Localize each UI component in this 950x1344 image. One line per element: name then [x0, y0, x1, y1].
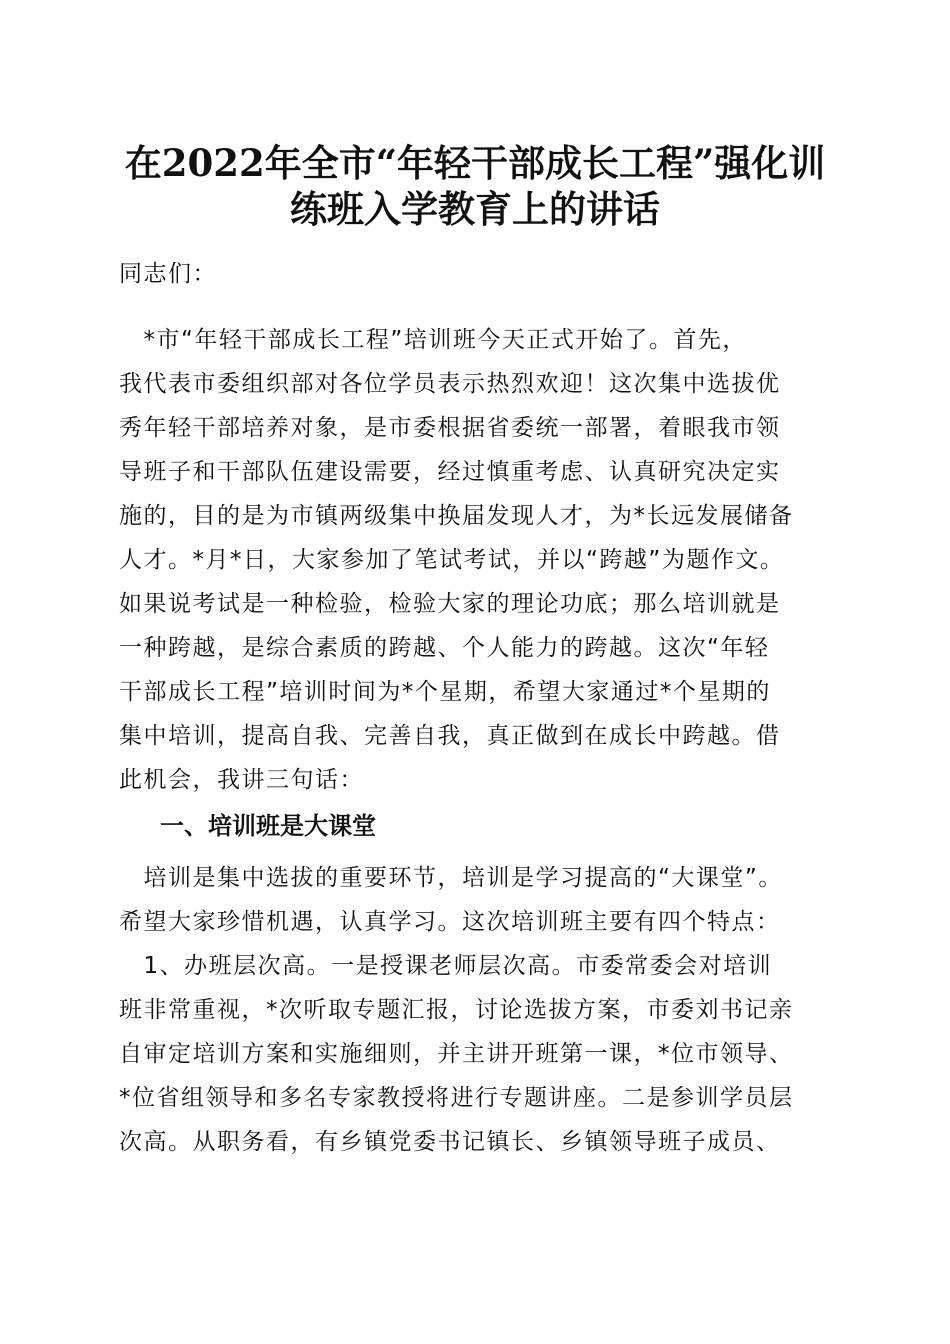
paragraph-1-line: 施的，目的是为市镇两级集中换届发现人才，为*长远发展储备: [119, 503, 794, 529]
paragraph-1-line: *市“年轻干部成长工程”培训班今天正式开始了。首先，: [119, 327, 747, 353]
paragraph-1-line: 如果说考试是一种检验，检验大家的理论功底；那么培训就是: [119, 591, 781, 617]
paragraph-1-line: 我代表市委组织部对各位学员表示热烈欢迎！这次集中选拔优: [119, 371, 781, 397]
paragraph-3-line: 次高。从职务看，有乡镇党委书记镇长、乡镇领导班子成员、: [119, 1129, 781, 1155]
paragraph-3-line: 自审定培训方案和实施细则，并主讲开班第一课，*位市领导、: [119, 1041, 794, 1067]
section-heading-1: 一、培训班是大课堂: [160, 812, 376, 840]
paragraph-3-line: 班非常重视，*次听取专题汇报，讨论选拔方案，市委刘书记亲: [119, 997, 794, 1023]
paragraph-1-line: 秀年轻干部培养对象，是市委根据省委统一部署，着眼我市领: [119, 415, 781, 441]
document-title-line-2: 练班入学教育上的讲话: [290, 187, 660, 231]
paragraph-1-line: 人才。*月*日，大家参加了笔试考试，并以“跨越”为题作文。: [119, 547, 785, 573]
paragraph-3-line: *位省组领导和多名专家教授将进行专题讲座。二是参训学员层: [119, 1085, 794, 1111]
paragraph-1-line: 一种跨越，是综合素质的跨越、个人能力的跨越。这次“年轻: [119, 635, 770, 661]
paragraph-1-line: 集中培训，提高自我、完善自我，真正做到在成长中跨越。借: [119, 723, 781, 749]
paragraph-1-line: 导班子和干部队伍建设需要，经过慎重考虑、认真研究决定实: [119, 459, 781, 485]
paragraph-1-line: 此机会，我讲三句话：: [119, 767, 364, 793]
paragraph-2-line: 培训是集中选拔的重要环节，培训是学习提高的“大课堂”。: [119, 865, 783, 891]
paragraph-1-line: 干部成长工程”培训时间为*个星期，希望大家通过*个星期的: [119, 679, 771, 705]
salutation: 同志们：: [119, 261, 217, 287]
paragraph-3-line: 1、办班层次高。一是授课老师层次高。市委常委会对培训: [119, 953, 773, 979]
document-title-line-1: 在2022年全市“年轻干部成长工程”强化训: [124, 141, 826, 185]
paragraph-2-line: 希望大家珍惜机遇，认真学习。这次培训班主要有四个特点：: [119, 909, 781, 935]
